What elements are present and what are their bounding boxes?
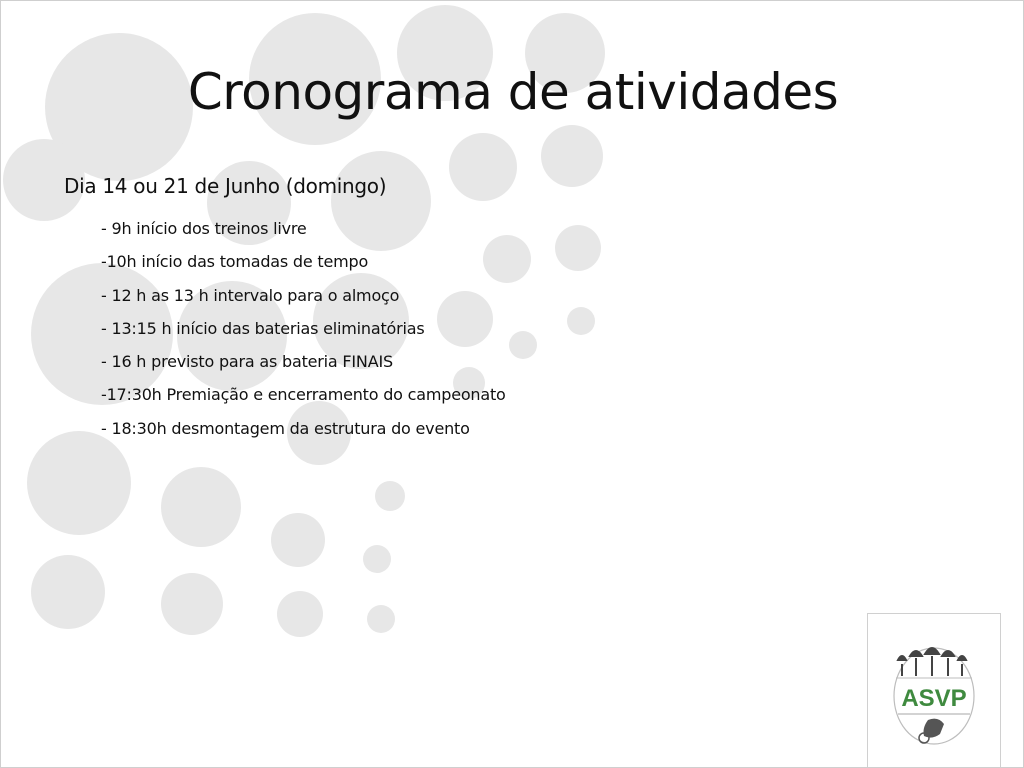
dot xyxy=(567,307,595,335)
dot xyxy=(555,225,601,271)
schedule-heading: Dia 14 ou 21 de Junho (domingo) xyxy=(64,174,387,198)
schedule-item: - 18:30h desmontagem da estrutura do evento xyxy=(101,418,470,438)
logo-text: ASVP xyxy=(901,685,967,712)
schedule-item: -10h início das tomadas de tempo xyxy=(101,252,369,272)
dot xyxy=(277,591,323,637)
dot xyxy=(509,331,537,359)
schedule-item: - 16 h previsto para as bateria FINAIS xyxy=(101,352,393,372)
dot xyxy=(449,133,517,201)
asvp-logo-icon xyxy=(888,638,980,748)
dot xyxy=(367,605,395,633)
dot xyxy=(161,467,241,547)
schedule-item: -17:30h Premiação e encerramento do campeonato xyxy=(101,385,506,405)
dot xyxy=(375,481,405,511)
schedule-list xyxy=(101,215,506,448)
logo-box xyxy=(867,613,1001,768)
schedule-item: - 13:15 h início das baterias eliminatórias xyxy=(101,318,425,338)
dot xyxy=(363,545,391,573)
dot xyxy=(271,513,325,567)
schedule-item: - 12 h as 13 h intervalo para o almoço xyxy=(101,285,400,305)
dot xyxy=(31,555,105,629)
dot xyxy=(541,125,603,187)
slide-title: Cronograma de atividades xyxy=(187,63,839,121)
schedule-item: - 9h início dos treinos livre xyxy=(101,219,307,238)
dot xyxy=(161,573,223,635)
